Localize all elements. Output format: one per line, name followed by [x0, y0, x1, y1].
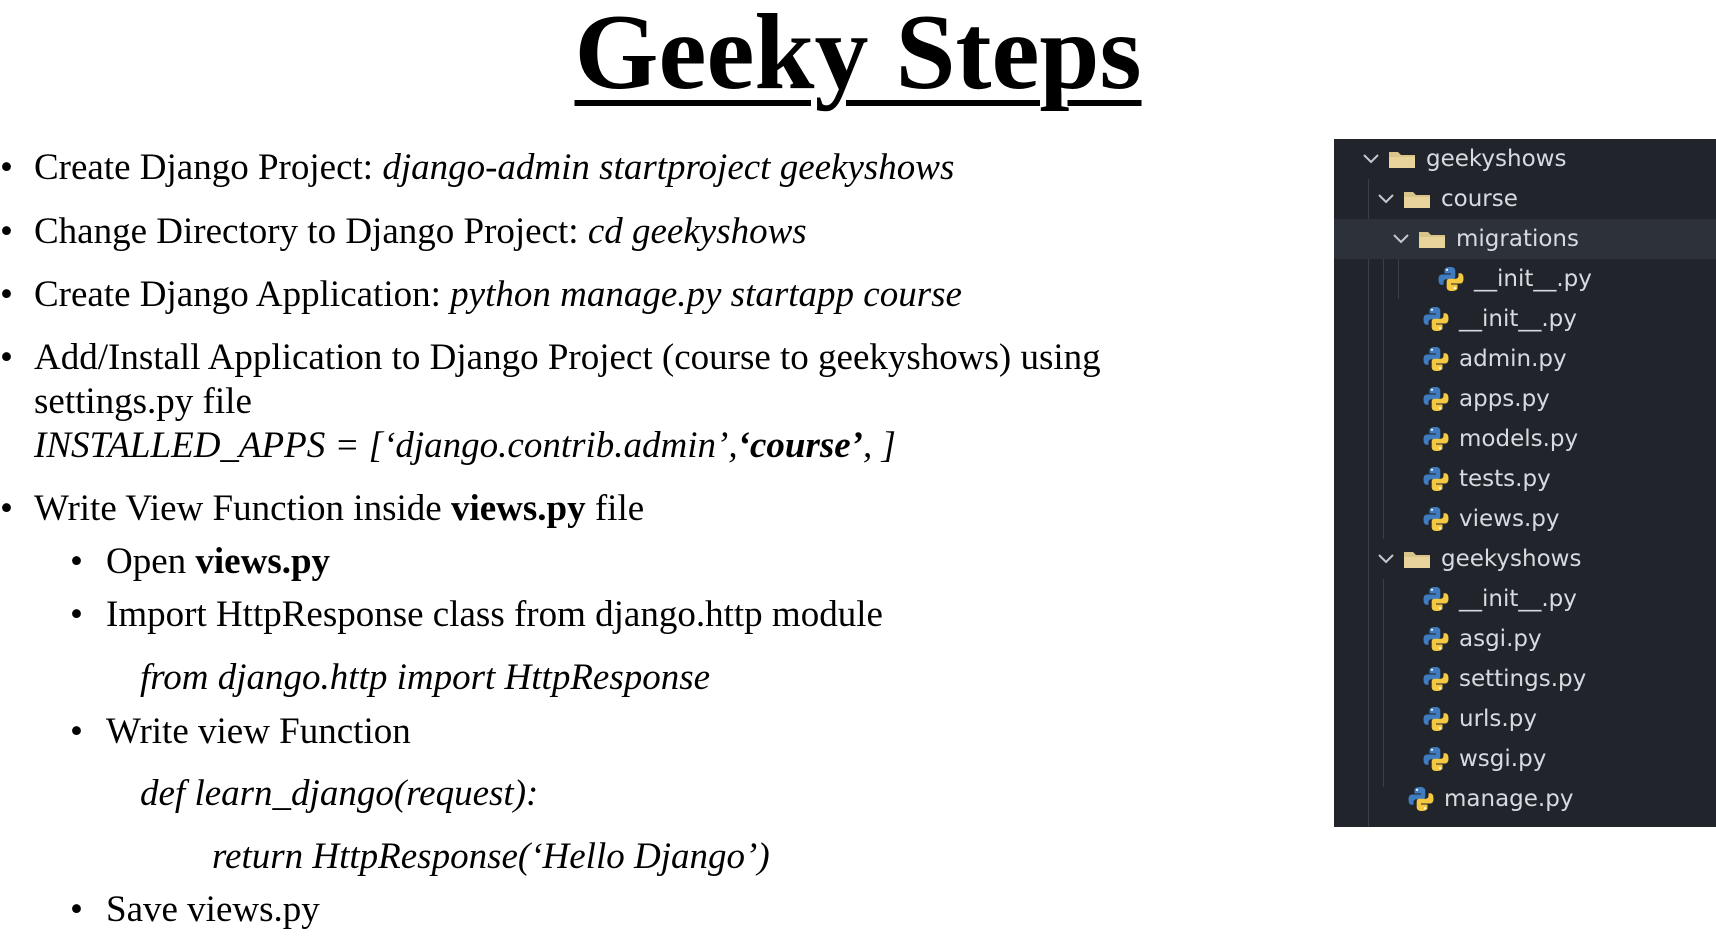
step-text: Write View Function inside: [34, 488, 451, 529]
bullet: •: [0, 274, 13, 315]
tree-item-label: models.py: [1459, 426, 1579, 452]
code-text-bold: ‘course’: [737, 425, 864, 466]
tree-item-label: apps.py: [1459, 386, 1550, 412]
tree-file-wsgi[interactable]: [1334, 739, 1716, 779]
command-text: python manage.py startapp course: [450, 274, 962, 315]
file-explorer: [1334, 139, 1716, 827]
substep-import: [0, 593, 883, 637]
tree-item-label: geekyshows: [1426, 146, 1567, 172]
python-file-icon: [1423, 306, 1449, 332]
folder-icon: [1418, 229, 1446, 249]
tree-folder-course[interactable]: [1334, 179, 1716, 219]
tree-file-migrations-init[interactable]: [1334, 259, 1716, 299]
substep-text: Open: [106, 541, 196, 582]
tree-folder-geekyshows-inner[interactable]: [1334, 539, 1716, 579]
step-text: file: [585, 488, 645, 529]
tree-item-label: tests.py: [1459, 466, 1551, 492]
bullet: •: [0, 488, 13, 529]
python-file-icon: [1438, 266, 1464, 292]
bullet: •: [0, 147, 13, 188]
tree-item-label: __init__.py: [1459, 586, 1577, 612]
step-write-view: [0, 487, 644, 531]
chevron-down-icon[interactable]: [1375, 539, 1397, 579]
chevron-down-icon[interactable]: [1375, 179, 1397, 219]
substep-text: Write view Function: [106, 711, 411, 752]
bullet: •: [70, 711, 83, 752]
tree-item-label: asgi.py: [1459, 626, 1542, 652]
folder-icon: [1403, 549, 1431, 569]
step-text: Create Django Application:: [34, 274, 451, 315]
tree-file-admin[interactable]: [1334, 339, 1716, 379]
tree-item-label: geekyshows: [1441, 546, 1582, 572]
substep-save: [0, 888, 320, 932]
step-install-application: [0, 336, 1101, 380]
import-code: from django.http import HttpResponse: [140, 657, 711, 698]
chevron-down-icon[interactable]: [1390, 219, 1412, 259]
tree-file-asgi[interactable]: [1334, 619, 1716, 659]
installed-apps-code: [34, 424, 896, 468]
tree-item-label: migrations: [1456, 226, 1579, 252]
python-file-icon: [1423, 586, 1449, 612]
tree-item-label: course: [1441, 186, 1518, 212]
python-file-icon: [1423, 386, 1449, 412]
step-text: Change Directory to Django Project:: [34, 211, 588, 252]
step-text: Add/Install Application to Django Project (course to geekyshows) using: [34, 337, 1101, 378]
python-file-icon: [1423, 506, 1449, 532]
step-create-project: [0, 146, 954, 190]
page-title-text: Geeky Steps: [574, 0, 1142, 112]
folder-icon: [1388, 149, 1416, 169]
bullet: •: [70, 594, 83, 635]
python-file-icon: [1423, 706, 1449, 732]
substep-text: Save views.py: [106, 889, 320, 930]
tree-item-label: __init__.py: [1459, 306, 1577, 332]
tree-folder-migrations[interactable]: [1334, 219, 1716, 259]
step-text: Create Django Project:: [34, 147, 383, 188]
tree-item-label: manage.py: [1444, 786, 1574, 812]
code-text: , ]: [863, 425, 896, 466]
python-file-icon: [1423, 666, 1449, 692]
step-text-bold: views.py: [450, 488, 586, 529]
substep-text: Import HttpResponse class from django.http module: [106, 594, 883, 635]
tree-file-tests[interactable]: [1334, 459, 1716, 499]
python-file-icon: [1423, 426, 1449, 452]
python-file-icon: [1423, 626, 1449, 652]
tree-file-views[interactable]: [1334, 499, 1716, 539]
folder-icon: [1403, 189, 1431, 209]
python-file-icon: [1423, 466, 1449, 492]
tree-item-label: urls.py: [1459, 706, 1537, 732]
tree-item-label: admin.py: [1459, 346, 1567, 372]
tree-file-course-init[interactable]: [1334, 299, 1716, 339]
bullet: •: [0, 337, 13, 378]
substep-write-view: [0, 710, 411, 754]
tree-file-geekyshows-init[interactable]: [1334, 579, 1716, 619]
step-create-application: [0, 273, 962, 317]
return-code: return HttpResponse(‘Hello Django’): [212, 836, 770, 877]
python-file-icon: [1408, 786, 1434, 812]
tree-file-manage[interactable]: [1334, 779, 1716, 819]
python-file-icon: [1423, 746, 1449, 772]
bullet: •: [0, 211, 13, 252]
bullet: •: [70, 889, 83, 930]
step-text-continued: settings.py file: [34, 381, 252, 422]
tree-item-label: settings.py: [1459, 666, 1587, 692]
tree-item-label: views.py: [1459, 506, 1560, 532]
command-text: django-admin startproject geekyshows: [382, 147, 955, 188]
step-change-directory: [0, 210, 807, 254]
def-code: def learn_django(request):: [140, 773, 539, 814]
tree-file-urls[interactable]: [1334, 699, 1716, 739]
tree-file-apps[interactable]: [1334, 379, 1716, 419]
page-title: [0, 0, 1716, 112]
code-text: INSTALLED_APPS = [‘django.contrib.admin’,: [34, 425, 738, 466]
chevron-down-icon[interactable]: [1360, 139, 1382, 179]
python-file-icon: [1423, 346, 1449, 372]
tree-folder-geekyshows[interactable]: [1334, 139, 1716, 179]
substep-open-views: [0, 540, 330, 584]
tree-item-label: __init__.py: [1474, 266, 1592, 292]
tree-item-label: wsgi.py: [1459, 746, 1547, 772]
command-text: cd geekyshows: [587, 211, 807, 252]
tree-file-models[interactable]: [1334, 419, 1716, 459]
substep-text-bold: views.py: [195, 541, 331, 582]
bullet: •: [70, 541, 83, 582]
tree-file-settings[interactable]: [1334, 659, 1716, 699]
